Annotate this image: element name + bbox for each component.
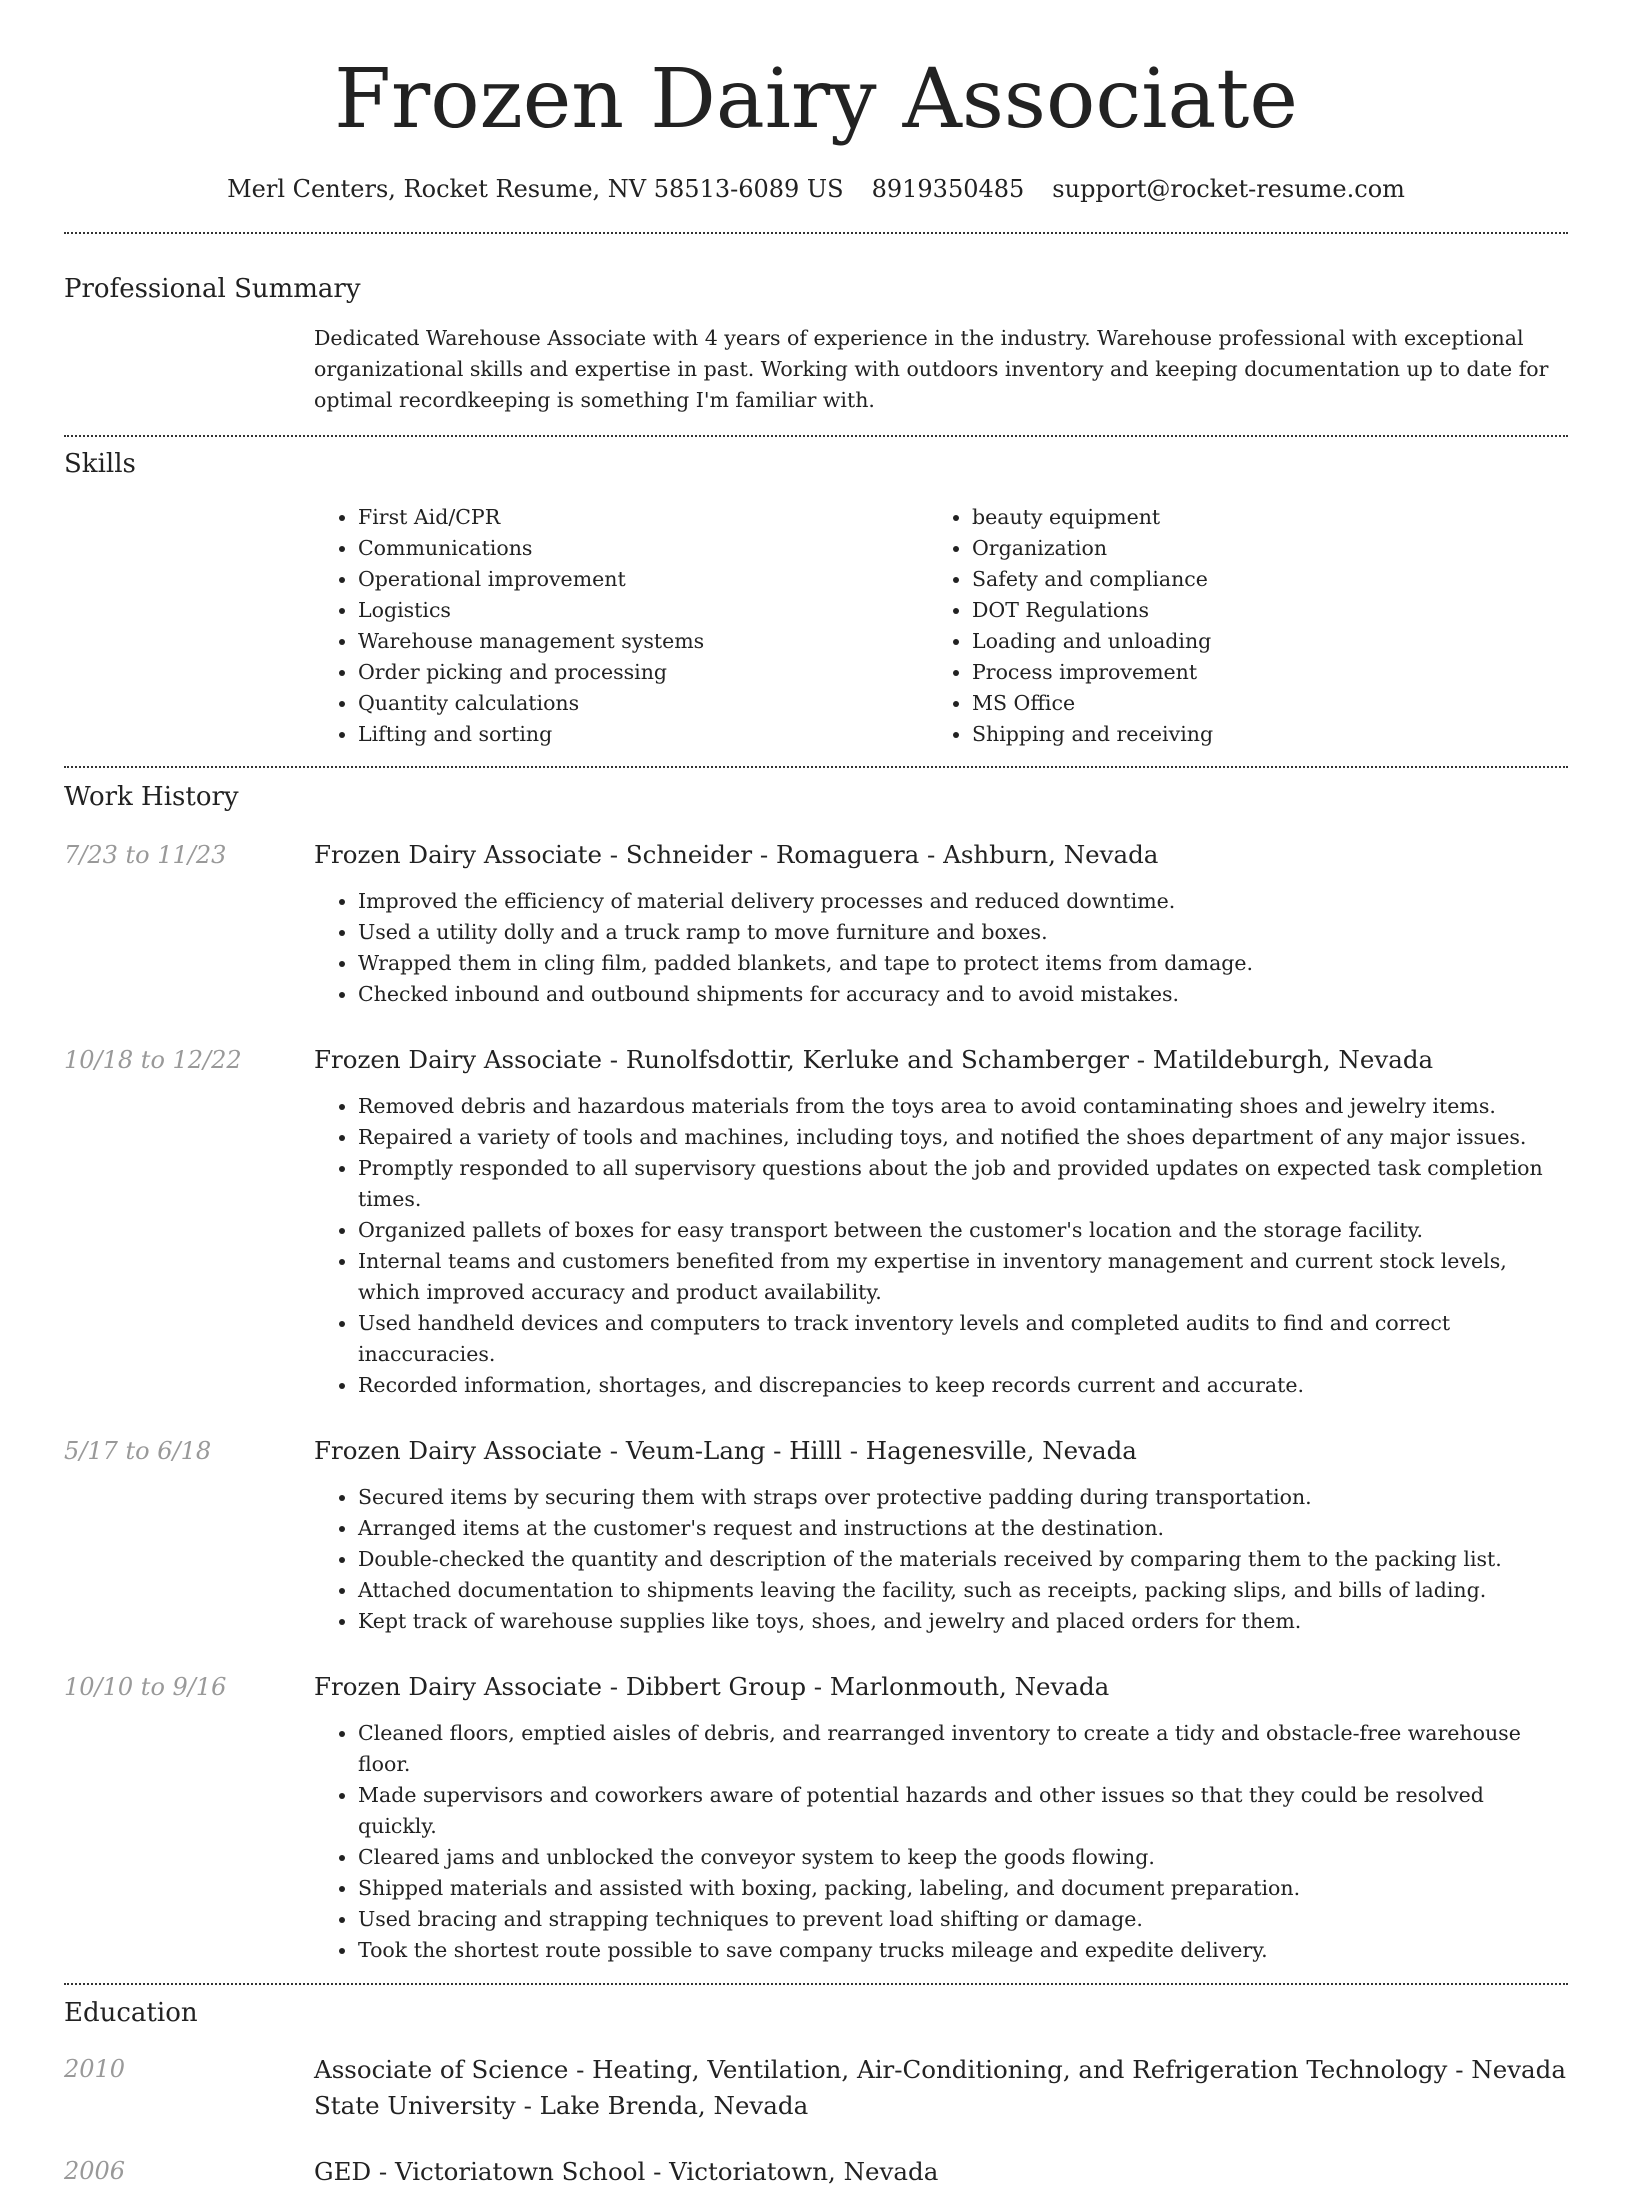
job-bullet: • Attached documentation to shipments leaving the facility, such as receipts, packing slips, and bills of lading. <box>358 1575 1568 1606</box>
job-bullet: • Made supervisors and coworkers aware of potential hazards and other issues so that they could be resolved quickly. <box>358 1780 1568 1842</box>
job-entry <box>64 838 1568 1010</box>
job-bullet: • Repaired a variety of tools and machines, including toys, and notified the shoes department of any major issues. <box>358 1122 1568 1153</box>
job-bullet: • Improved the efficiency of material delivery processes and reduced downtime. <box>358 886 1568 917</box>
skills-list-left <box>314 502 928 750</box>
education-title: GED - Victoriatown School - Victoriatown, Nevada <box>314 2157 939 2186</box>
skill-item: • Shipping and receiving <box>972 719 1542 750</box>
divider <box>64 232 1568 234</box>
section-heading-work-history: Work History <box>64 782 239 812</box>
job-title: Frozen Dairy Associate - Dibbert Group - Marlonmouth, Nevada <box>314 1672 1110 1701</box>
job-bullet: • Internal teams and customers benefited from my expertise in inventory management and current stock levels, which improved accuracy and product availability. <box>358 1246 1568 1308</box>
job-details <box>314 838 1568 1010</box>
skills-columns <box>314 502 1568 750</box>
job-bullet: • Organized pallets of boxes for easy transport between the customer's location and the storage facility. <box>358 1215 1568 1246</box>
skill-item: • Operational improvement <box>358 564 928 595</box>
job-bullet: • Kept track of warehouse supplies like toys, shoes, and jewelry and placed orders for them. <box>358 1606 1568 1637</box>
skill-item: • Organization <box>972 533 1542 564</box>
summary-text: Dedicated Warehouse Associate with 4 years of experience in the industry. Warehouse professional with exceptional organizational skills and expertise in past. Working with outdoors inventory and keeping documentation up to date for optimal recordkeeping is something I'm familiar with. <box>314 326 1549 412</box>
job-details <box>314 1670 1568 1966</box>
job-bullet: • Removed debris and hazardous materials from the toys area to avoid contaminating shoes and jewelry items. <box>358 1091 1568 1122</box>
job-bullet: • Double-checked the quantity and description of the materials received by comparing them to the packing list. <box>358 1544 1568 1575</box>
job-bullet: • Took the shortest route possible to save company trucks mileage and expedite delivery. <box>358 1935 1568 1966</box>
education-year: 2010 <box>64 2055 126 2083</box>
section-heading-skills: Skills <box>64 449 136 479</box>
resume-page <box>64 0 1568 2190</box>
job-details <box>314 1043 1568 1401</box>
divider <box>64 435 1568 437</box>
skills-left-column <box>64 502 314 750</box>
section-heading-education: Education <box>64 1998 198 2028</box>
job-bullets <box>314 1482 1568 1637</box>
job-dates: 10/18 to 12/22 <box>64 1046 242 1074</box>
job-bullet: • Recorded information, shortages, and discrepancies to keep records current and accurate. <box>358 1370 1568 1401</box>
skill-item: • Safety and compliance <box>972 564 1542 595</box>
job-bullet: • Arranged items at the customer's request and instructions at the destination. <box>358 1513 1568 1544</box>
job-title: Frozen Dairy Associate - Veum-Lang - Hilll - Hagenesville, Nevada <box>314 1436 1137 1465</box>
job-bullet: • Used a utility dolly and a truck ramp to move furniture and boxes. <box>358 917 1568 948</box>
summary-left-column <box>64 323 314 416</box>
skill-item: • Quantity calculations <box>358 688 928 719</box>
education-year: 2006 <box>64 2157 126 2185</box>
job-entry <box>64 1043 1568 1401</box>
summary-row <box>64 323 1568 416</box>
job-bullet: • Promptly responded to all supervisory questions about the job and provided updates on expected task completion times. <box>358 1153 1568 1215</box>
skills-list-right <box>928 502 1542 750</box>
job-details <box>314 1434 1568 1637</box>
contact-email: support@rocket-resume.com <box>1052 175 1405 203</box>
job-bullet: • Secured items by securing them with straps over protective padding during transportation. <box>358 1482 1568 1513</box>
skill-item: • Process improvement <box>972 657 1542 688</box>
skill-item: • Communications <box>358 533 928 564</box>
skill-item: • beauty equipment <box>972 502 1542 533</box>
job-dates: 10/10 to 9/16 <box>64 1673 227 1701</box>
job-bullet: • Used handheld devices and computers to track inventory levels and completed audits to find and correct inaccuracies. <box>358 1308 1568 1370</box>
education-entry <box>64 2052 1568 2124</box>
candidate-name: Frozen Dairy Associate <box>334 52 1298 147</box>
skills-row <box>64 502 1568 750</box>
contact-info <box>64 172 1568 206</box>
divider <box>64 1983 1568 1985</box>
job-dates: 7/23 to 11/23 <box>64 841 227 869</box>
job-dates: 5/17 to 6/18 <box>64 1437 212 1465</box>
job-bullet: • Cleaned floors, emptied aisles of debris, and rearranged inventory to create a tidy and obstacle-free warehouse floor. <box>358 1718 1568 1780</box>
skill-item: • MS Office <box>972 688 1542 719</box>
contact-phone: 8919350485 <box>871 175 1025 203</box>
contact-address: Merl Centers, Rocket Resume, NV 58513-6089 US <box>227 175 844 203</box>
job-bullet: • Used bracing and strapping techniques to prevent load shifting or damage. <box>358 1904 1568 1935</box>
job-bullets <box>314 1718 1568 1966</box>
education-title: Associate of Science - Heating, Ventilation, Air-Conditioning, and Refrigeration Technology - Nevada State University - Lake Brenda, Nevada <box>314 2055 1566 2120</box>
skill-item: • Order picking and processing <box>358 657 928 688</box>
job-entry <box>64 1434 1568 1637</box>
skill-item: • Warehouse management systems <box>358 626 928 657</box>
job-bullet: • Wrapped them in cling film, padded blankets, and tape to protect items from damage. <box>358 948 1568 979</box>
skill-item: • Loading and unloading <box>972 626 1542 657</box>
skill-item: • Logistics <box>358 595 928 626</box>
skill-item: • DOT Regulations <box>972 595 1542 626</box>
job-bullet: • Cleared jams and unblocked the conveyor system to keep the goods flowing. <box>358 1842 1568 1873</box>
skill-item: • First Aid/CPR <box>358 502 928 533</box>
job-title: Frozen Dairy Associate - Schneider - Romaguera - Ashburn, Nevada <box>314 840 1159 869</box>
section-heading-summary: Professional Summary <box>64 274 361 304</box>
divider <box>64 766 1568 768</box>
education-entry <box>64 2154 1568 2190</box>
job-bullets <box>314 886 1568 1010</box>
job-bullet: • Checked inbound and outbound shipments for accuracy and to avoid mistakes. <box>358 979 1568 1010</box>
skill-item: • Lifting and sorting <box>358 719 928 750</box>
job-title: Frozen Dairy Associate - Runolfsdottir, Kerluke and Schamberger - Matildeburgh, Nevada <box>314 1045 1434 1074</box>
job-bullet: • Shipped materials and assisted with boxing, packing, labeling, and document preparation. <box>358 1873 1568 1904</box>
job-bullets <box>314 1091 1568 1401</box>
job-entry <box>64 1670 1568 1966</box>
